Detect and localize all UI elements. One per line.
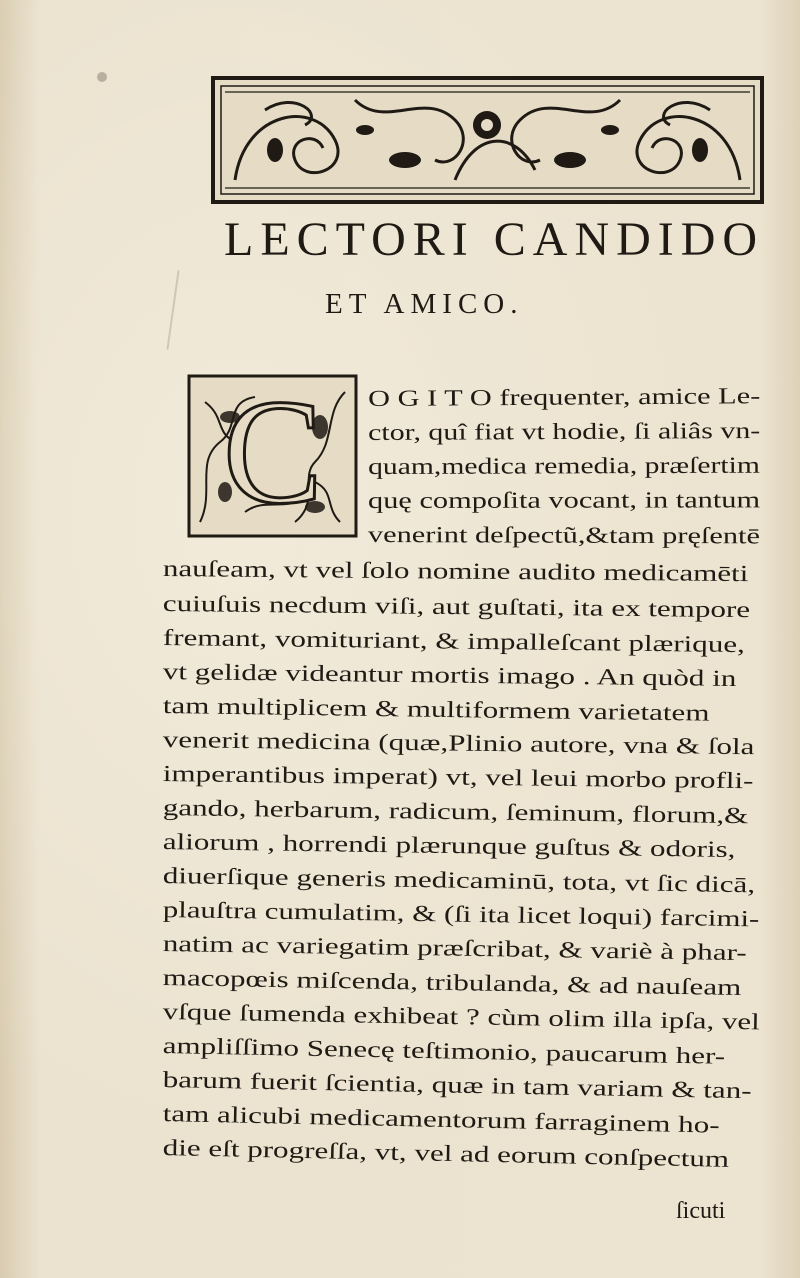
text-line: die eſt progreſſa, vt, vel ad eorum conſpectum bbox=[162, 1135, 730, 1172]
page-subtitle: ET AMICO. bbox=[325, 288, 524, 320]
page-title: LECTORI CANDIDO bbox=[224, 213, 765, 266]
text-line: diuerſique generis medicaminū, tota, vt ſic dicā, bbox=[162, 863, 756, 898]
text-line: plauſtra cumulatim, & (ſi ita licet loqui) farcimi- bbox=[162, 897, 760, 932]
text-line: ampliſſimo Senecę teſtimonio, paucarum her- bbox=[162, 1033, 726, 1069]
text-line: nauſeam, vt vel ſolo nomine audito medicamēti bbox=[162, 556, 749, 587]
text-line: quam,medica remedia, præſertim bbox=[367, 452, 760, 479]
text-line: venerit medicina (quæ,Plinio autore, vna & ſola bbox=[162, 727, 755, 760]
text-line: imperantibus imperat) vt, vel leui morbo profli- bbox=[162, 761, 754, 794]
drop-cap-letter: C bbox=[222, 372, 324, 535]
text-line: venerint deſpectũ,&tam pręſentē bbox=[367, 522, 760, 549]
drop-cap-initial bbox=[185, 372, 360, 540]
text-line: cuiuſuis necdum viſi, aut guſtati, ita ex tempore bbox=[162, 591, 751, 623]
headpiece-ornament bbox=[205, 70, 770, 210]
text-line: aliorum , horrendi plærunque guſtus & odoris, bbox=[162, 829, 736, 862]
text-line: vſque ſumenda exhibeat ? cùm olim illa ipſa, vel bbox=[162, 999, 760, 1035]
text-line: ctor, quî fiat vt hodie, ſi aliâs vn- bbox=[367, 417, 761, 445]
text-line: natim ac variegatim præſcribat, & variè à phar- bbox=[162, 931, 747, 966]
text-line: O G I T O frequenter, amice Le- bbox=[367, 383, 761, 411]
text-line: vt gelidæ videantur mortis imago . An quòd in bbox=[162, 659, 737, 692]
text-line: tam multiplicem & multiformem varietatem bbox=[162, 693, 710, 726]
gutter-mark bbox=[166, 270, 179, 349]
catchword: ſicuti bbox=[676, 1198, 726, 1224]
text-line: macopœis miſcenda, tribulanda, & ad nauſeam bbox=[162, 965, 742, 1001]
text-line: fremant, vomituriant, & impalleſcant plærique, bbox=[162, 625, 746, 658]
text-line: barum fuerit ſcientia, quæ in tam variam & tan- bbox=[162, 1067, 752, 1104]
text-line: gando, herbarum, radicum, ſeminum, florum,& bbox=[162, 795, 749, 829]
stain-spot bbox=[97, 72, 107, 82]
text-line: quę compoſita vocant, in tantum bbox=[367, 487, 761, 513]
text-line: tam alicubi medicamentorum farraginem ho- bbox=[162, 1101, 720, 1138]
